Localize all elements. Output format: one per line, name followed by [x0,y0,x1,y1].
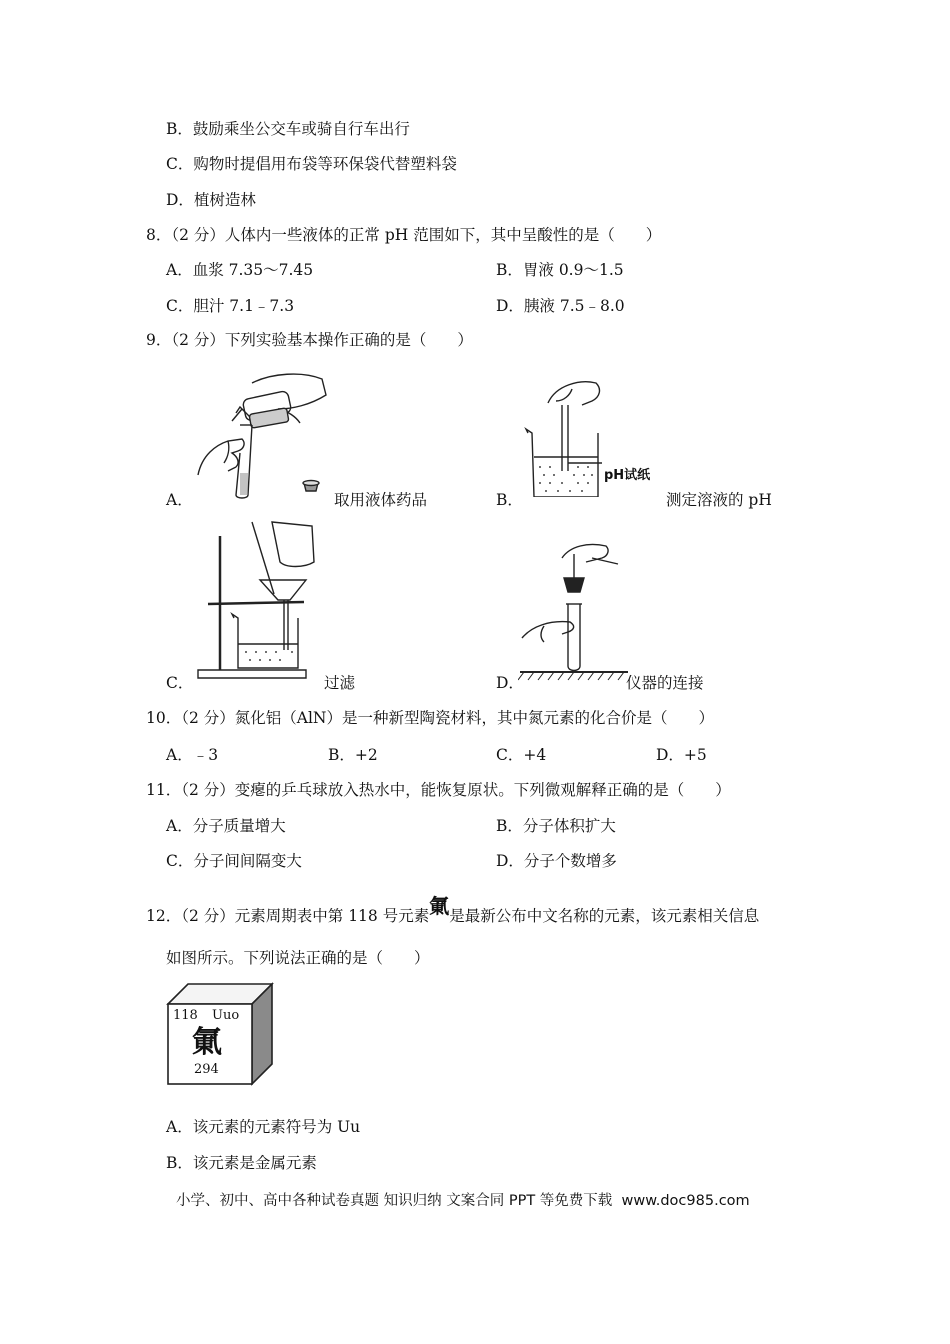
q9-option-c-caption: 过滤 [324,674,356,692]
ph-paper-label: pH试纸 [604,468,651,483]
q9-option-d-caption: 仪器的连接 [626,674,704,692]
element-symbol: Uuo [212,1008,240,1023]
q12-element-char: 氭 [429,894,450,918]
q9-option-b-caption: 测定溶液的 pH [666,491,772,509]
q10-option-d: D．+5 [656,746,707,764]
q8-option-d: D．胰液 7.5﹣8.0 [496,297,625,315]
q10-option-b: B．+2 [328,746,378,764]
q10-stem: 10．（2 分）氮化铝（AlN）是一种新型陶瓷材料，其中氮元素的化合价是（ ） [146,709,714,727]
ph-test-figure [520,375,670,497]
q12-stem-suffix: 是最新公布中文名称的元素，该元素相关信息 [449,907,760,925]
page-footer [176,1190,750,1212]
q8-option-b: B．胃液 0.9～1.5 [496,261,624,279]
q9-option-a-caption: 取用液体药品 [334,491,428,509]
q12-stem-part1 [146,894,760,927]
q7-option-b: B．鼓励乘坐公交车或骑自行车出行 [166,120,410,138]
q10-option-a: A．﹣3 [166,746,219,764]
q8-option-c: C．胆汁 7.1﹣7.3 [166,297,295,315]
q11-option-c: C．分子间间隔变大 [166,852,302,870]
q9-option-a-letter: A． [166,491,193,509]
element-number: 118 [173,1008,198,1023]
q11-option-b: B．分子体积扩大 [496,817,616,835]
footer-text: 小学、初中、高中各种试卷真题 知识归纳 文案合同 PPT 等免费下载 [176,1193,613,1209]
q12-stem-line2: 如图所示。下列说法正确的是（ ） [166,949,430,967]
q9-option-d-letter: D． [496,674,524,692]
q11-option-a: A．分子质量增大 [166,817,286,835]
pouring-liquid-figure [192,365,332,505]
q11-stem: 11．（2 分）变瘪的乒乓球放入热水中，能恢复原状。下列微观解释正确的是（ ） [146,781,731,799]
q10-option-c: C．+4 [496,746,547,764]
q11-option-d: D．分子个数增多 [496,852,617,870]
q12-stem-prefix: 12．（2 分）元素周期表中第 118 号元素 [146,907,430,925]
q12-option-b: B．该元素是金属元素 [166,1154,317,1172]
filtration-figure [194,518,322,684]
element-cube-figure [166,982,274,1086]
q8-stem: 8．（2 分）人体内一些液体的正常 pH 范围如下，其中呈酸性的是（ ） [146,226,662,244]
q9-option-c-letter: C． [166,674,194,692]
q9-stem: 9．（2 分）下列实验基本操作正确的是（ ） [146,331,473,349]
q9-option-b-letter: B． [496,491,523,509]
apparatus-connection-figure [518,538,628,686]
element-mass: 294 [194,1062,219,1077]
q7-option-c: C．购物时提倡用布袋等环保袋代替塑料袋 [166,155,457,173]
q7-option-d: D．植树造林 [166,191,256,209]
q8-option-a: A．血浆 7.35～7.45 [166,261,314,279]
footer-site-link[interactable]: www.doc985.com [621,1193,750,1209]
element-name: 氭 [192,1025,222,1060]
q12-option-a: A．该元素的元素符号为 Uu [166,1118,361,1136]
